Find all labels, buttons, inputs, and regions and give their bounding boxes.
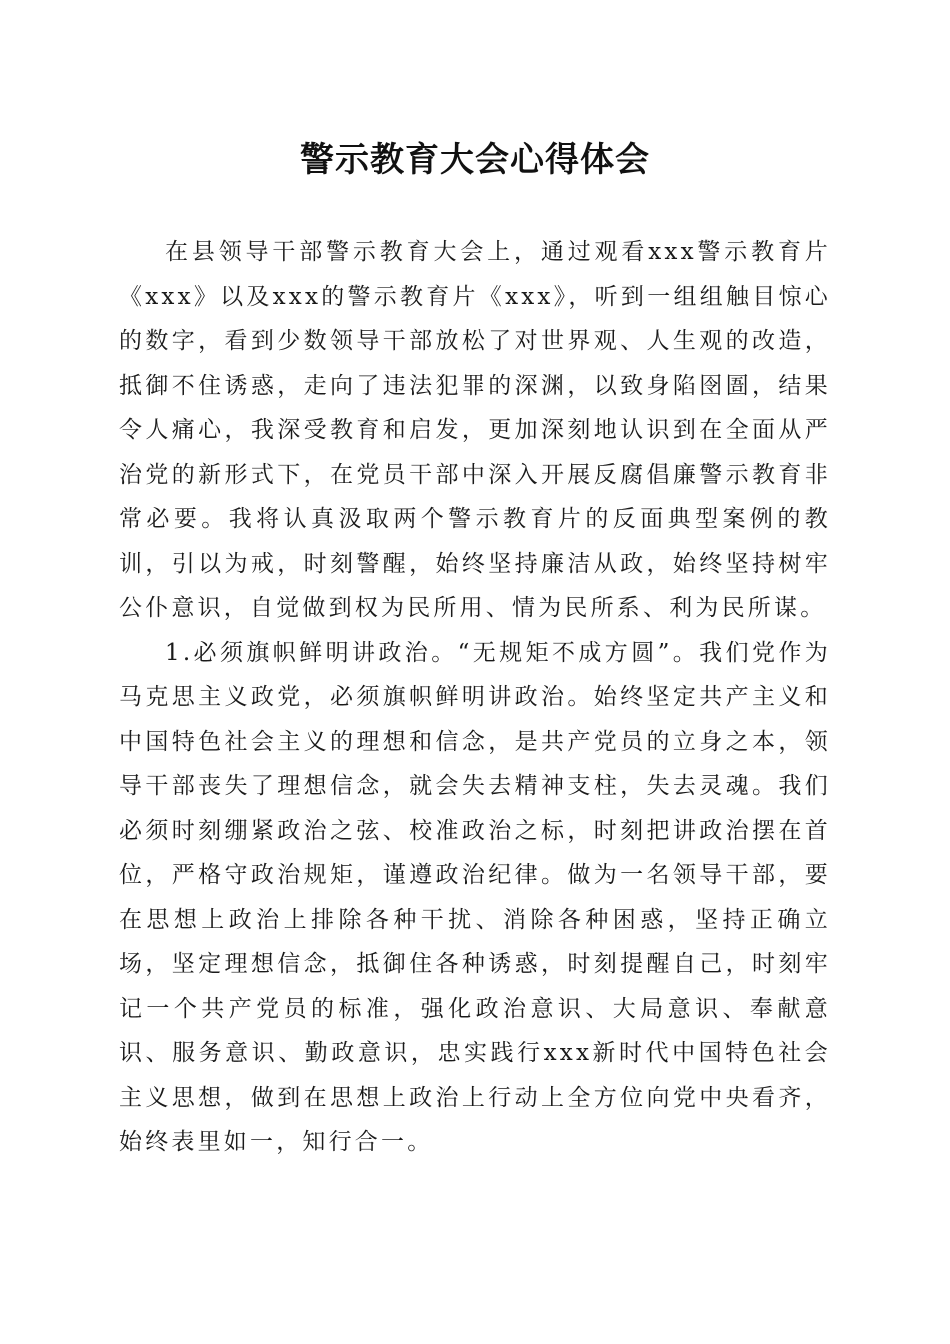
document-title: 警示教育大会心得体会 — [300, 140, 650, 180]
document-body — [119, 230, 831, 1165]
paragraph-point-1: 1.必须旗帜鲜明讲政治。“无规矩不成方圆”。我们党作为马克思主义政党，必须旗帜鲜明讲政治。始终坚定共产主义和中国特色社会主义的理想和信念，是共产党员的立身之本，领导干部丧失了理想信念，就会失去精神支柱，失去灵魂。我们必须时刻绷紧政治之弦、校准政治之标，时刻把讲政治摆在首位，严格守政治规矩，谨遵政治纪律。做为一名领导干部，要在思想上政治上排除各种干扰、消除各种困惑，坚持正确立场，坚定理想信念，抵御住各种诱惑，时刻提醒自己，时刻牢记一个共产党员的标准，强化政治意识、大局意识、奉献意识、服务意识、勤政意识，忠实践行xxx新时代中国特色社会主义思想，做到在思想上政治上行动上全方位向党中央看齐，始终表里如一，知行合一。 — [119, 639, 831, 1155]
paragraph-intro: 在县领导干部警示教育大会上，通过观看xxx警示教育片《xxx》以及xxx的警示教育片《xxx》，听到一组组触目惊心的数字，看到少数领导干部放松了对世界观、人生观的改造，抵御不住诱惑，走向了违法犯罪的深渊，以致身陷囹圄，结果令人痛心，我深受教育和启发，更加深刻地认识到在全面从严治党的新形式下，在党员干部中深入开展反腐倡廉警示教育非常必要。我将认真汲取两个警示教育片的反面典型案例的教训，引以为戒，时刻警醒，始终坚持廉洁从政，始终坚持树牢公仆意识，自觉做到权为民所用、情为民所系、利为民所谋。 — [119, 239, 831, 621]
